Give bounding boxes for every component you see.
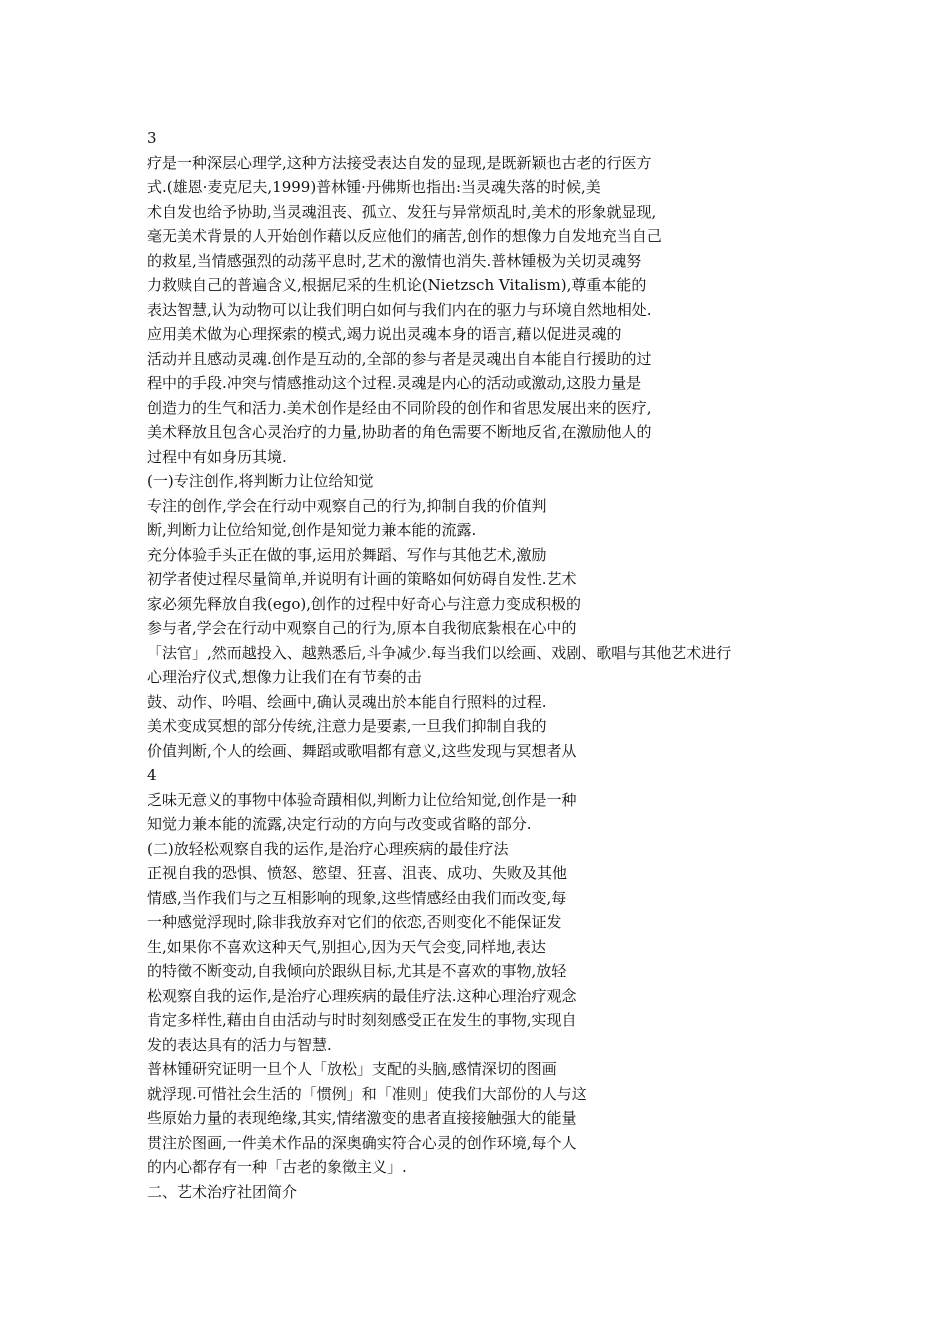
- section-heading: (二)放轻松观察自我的运作,是治疗心理疾病的最佳疗法: [147, 839, 509, 858]
- text-line: 「法官」,然而越投入、越熟悉后,斗争减少.每当我们以绘画、戏剧、歌唱与其他艺术进行: [147, 643, 732, 662]
- text-line: 充分体验手头正在做的事,运用於舞蹈、写作与其他艺术,激励: [147, 545, 547, 564]
- text-line: 专注的创作,学会在行动中观察自己的行为,抑制自我的价值判: [147, 496, 547, 515]
- section-heading: 二、艺术治疗社团简介: [147, 1182, 298, 1201]
- text-line: 术自发也给予协助,当灵魂沮丧、孤立、发狂与异常烦乱时,美术的形象就显现,: [147, 202, 657, 221]
- text-line: 松观察自我的运作,是治疗心理疾病的最佳疗法.这种心理治疗观念: [147, 986, 577, 1005]
- text-line: 发的表达具有的活力与智慧.: [147, 1035, 332, 1054]
- text-line: 就浮现.可惜社会生活的「惯例」和「准则」使我们大部份的人与这: [147, 1084, 587, 1103]
- text-line: 的特徵不断变动,自我倾向於跟纵目标,尤其是不喜欢的事物,放轻: [147, 962, 567, 980]
- text-line: 情感,当作我们与之互相影响的现象,这些情感经由我们而改变,每: [147, 888, 567, 907]
- text-line: 表达智慧,认为动物可以让我们明白如何与我们内在的驱力与环境自然地相处.: [147, 300, 652, 319]
- text-line: 程中的手段.冲突与情感推动这个过程.灵魂是内心的活动或激动,这股力量是: [147, 374, 642, 392]
- text-line: 疗是一种深层心理学,这种方法接受表达自发的显现,是既新颖也古老的行医方: [147, 153, 652, 172]
- text-line: 贯注於图画,一件美术作品的深奥确实符合心灵的创作环境,每个人: [147, 1133, 577, 1152]
- text-line: 的内心都存有一种「古老的象徵主义」.: [147, 1158, 407, 1176]
- text-line: 断,判断力让位给知觉,创作是知觉力兼本能的流露.: [147, 521, 477, 539]
- section-heading: (一)专注创作,将判断力让位给知觉: [147, 472, 374, 490]
- text-line: 的救星,当情感强烈的动荡平息时,艺术的激情也消失.普林锺极为关切灵魂努: [147, 251, 642, 270]
- text-line: 初学者使过程尽量简单,并说明有计画的策略如何妨碍自发性.艺术: [147, 570, 577, 588]
- text-line: 价值判断,个人的绘画、舞蹈或歌唱都有意义,这些发现与冥想者从: [147, 741, 577, 760]
- page-number: 4: [147, 766, 157, 784]
- text-line: 正视自我的恐惧、愤怒、慾望、狂喜、沮丧、成功、失败及其他: [147, 864, 568, 882]
- text-line: 一种感觉浮现时,除非我放弃对它们的依恋,否则变化不能保证发: [147, 913, 562, 931]
- text-line: 生,如果你不喜欢这种天气,别担心,因为天气会变,同样地,表达: [147, 937, 546, 956]
- page-number: 3: [147, 129, 157, 147]
- document-body: [147, 126, 827, 1204]
- text-line: 过程中有如身历其境.: [147, 447, 287, 466]
- text-line: 应用美术做为心理探索的模式,竭力说出灵魂本身的语言,藉以促进灵魂的: [147, 325, 622, 343]
- text-line: 家必须先释放自我(ego),创作的过程中好奇心与注意力变成积极的: [147, 594, 581, 613]
- text-line: 参与者,学会在行动中观察自己的行为,原本自我彻底紮根在心中的: [147, 619, 577, 637]
- text-line: 普林锺研究证明一旦个人「放松」支配的头脑,感情深切的图画: [147, 1060, 557, 1078]
- text-line: 乏味无意义的事物中体验奇蹟相似,判断力让位给知觉,创作是一种: [147, 790, 577, 809]
- text-line: 毫无美术背景的人开始创作藉以反应他们的痛苦,创作的想像力自发地充当自己: [147, 227, 662, 245]
- text-line: 活动并且感动灵魂.创作是互动的,全部的参与者是灵魂出自本能自行援助的过: [147, 349, 652, 368]
- text-line: 些原始力量的表现绝缘,其实,情绪激变的患者直接接触强大的能量: [147, 1109, 577, 1127]
- text-line: 肯定多样性,藉由自由活动与时时刻刻感受正在发生的事物,实现自: [147, 1011, 577, 1029]
- text-line: 美术释放且包含心灵治疗的力量,协助者的角色需要不断地反省,在激励他人的: [147, 423, 652, 441]
- text-line: 知觉力兼本能的流露,决定行动的方向与改变或省略的部分.: [147, 815, 532, 833]
- text-line: 鼓、动作、吟唱、绘画中,确认灵魂出於本能自行照料的过程.: [147, 692, 547, 711]
- text-line: 美术变成冥想的部分传统,注意力是要素,一旦我们抑制自我的: [147, 717, 547, 735]
- text-line: 力救赎自己的普遍含义,根据尼采的生机论(Nietzsch Vitalism),尊重本能的: [147, 276, 647, 294]
- text-line: 创造力的生气和活力.美术创作是经由不同阶段的创作和省思发展出来的医疗,: [147, 398, 652, 417]
- text-line: 心理治疗仪式,想像力让我们在有节奏的击: [147, 668, 422, 686]
- text-line: 式.(雄恩·麦克尼夫,1999)普林锺·丹佛斯也指出:当灵魂失落的时候,美: [147, 178, 601, 196]
